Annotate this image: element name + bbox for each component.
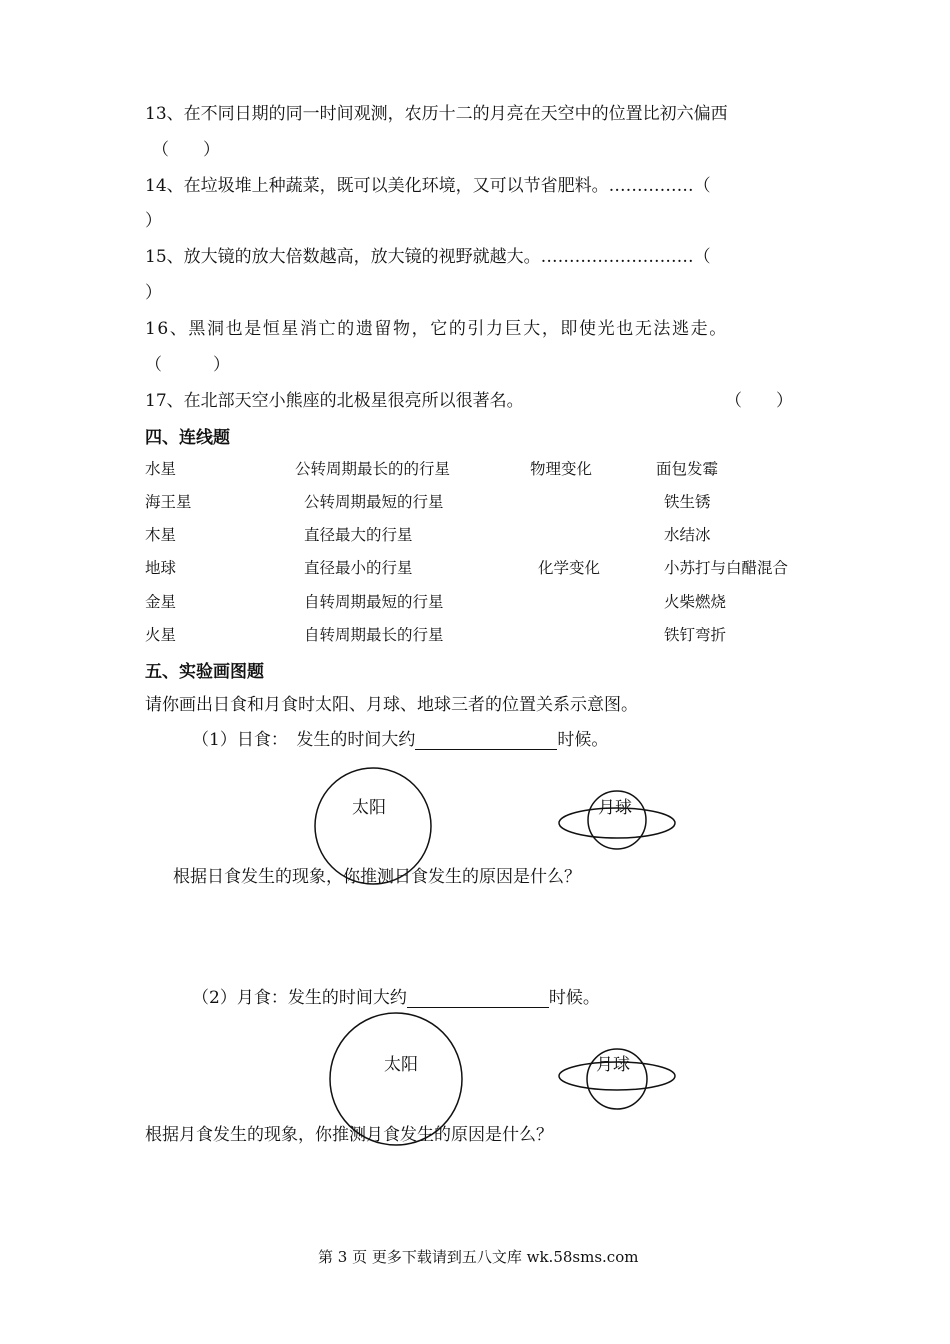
planet-description[interactable]: 自转周期最长的行星 xyxy=(304,626,444,644)
planet-item[interactable]: 海王星 xyxy=(145,493,192,511)
phenomenon-item[interactable]: 铁生锈 xyxy=(664,493,711,511)
planet-description[interactable]: 直径最大的行星 xyxy=(304,526,413,544)
answer-paren-15[interactable]: ） xyxy=(145,283,162,303)
question-15: 15、放大镜的放大倍数越高，放大镜的视野就越大。………………………（ xyxy=(145,247,711,267)
answer-paren-14[interactable]: ） xyxy=(145,211,162,231)
phenomenon-item[interactable]: 小苏打与白醋混合 xyxy=(664,559,789,577)
lunar-moon-label: 月球 xyxy=(596,1055,630,1075)
lunar-time-blank[interactable] xyxy=(407,989,549,1008)
planet-item[interactable]: 金星 xyxy=(145,593,177,611)
planet-description[interactable]: 公转周期最短的行星 xyxy=(304,493,444,511)
answer-paren-16[interactable]: （ ） xyxy=(145,355,230,375)
solar-eclipse-time-line: （1）日食： 发生的时间大约 时候。 xyxy=(192,730,609,750)
section-4-heading: 四、连线题 xyxy=(145,428,230,448)
planet-item[interactable]: 木星 xyxy=(145,526,177,544)
phenomenon-item[interactable]: 火柴燃烧 xyxy=(664,593,727,611)
section-5-heading: 五、实验画图题 xyxy=(145,662,264,682)
page-footer: 第 3 页 更多下载请到五八文库 wk.58sms.com xyxy=(318,1248,639,1266)
phenomenon-item[interactable]: 水结冰 xyxy=(664,526,711,544)
answer-paren-17[interactable]: （ ） xyxy=(725,391,793,411)
planet-description[interactable]: 公转周期最长的的行星 xyxy=(295,460,451,478)
solar-moon-label: 月球 xyxy=(598,798,632,818)
question-13: 13、在不同日期的同一时间观测，农历十二的月亮在天空中的位置比初六偏西 xyxy=(145,104,728,124)
solar-sun-label: 太阳 xyxy=(352,798,386,818)
phenomenon-item[interactable]: 面包发霉 xyxy=(656,460,719,478)
lunar-eclipse-time-line: （2）月食：发生的时间大约 时候。 xyxy=(192,988,600,1008)
planet-item[interactable]: 地球 xyxy=(145,559,177,577)
planet-description[interactable]: 直径最小的行星 xyxy=(304,559,413,577)
change-type-chemical[interactable]: 化学变化 xyxy=(538,559,601,577)
planet-item[interactable]: 水星 xyxy=(145,460,177,478)
question-17: 17、在北部天空小熊座的北极星很亮所以很著名。 xyxy=(145,391,524,411)
answer-paren-13[interactable]: （ ） xyxy=(152,140,220,160)
lunar-eclipse-question: 根据月食发生的现象，你推测月食发生的原因是什么？ xyxy=(145,1125,553,1145)
solar-eclipse-question: 根据日食发生的现象，你推测日食发生的原因是什么？ xyxy=(173,867,581,887)
change-type-physical[interactable]: 物理变化 xyxy=(530,460,593,478)
question-14: 14、在垃圾堆上种蔬菜，既可以美化环境，又可以节省肥料。……………（ xyxy=(145,176,711,196)
planet-item[interactable]: 火星 xyxy=(145,626,177,644)
lunar-sun-label: 太阳 xyxy=(384,1055,418,1075)
question-16: 16、黑洞也是恒星消亡的遗留物，它的引力巨大，即使光也无法逃走。 xyxy=(145,319,728,339)
phenomenon-item[interactable]: 铁钉弯折 xyxy=(664,626,727,644)
planet-description[interactable]: 自转周期最短的行星 xyxy=(304,593,444,611)
section-5-intro: 请你画出日食和月食时太阳、月球、地球三者的位置关系示意图。 xyxy=(145,695,638,715)
